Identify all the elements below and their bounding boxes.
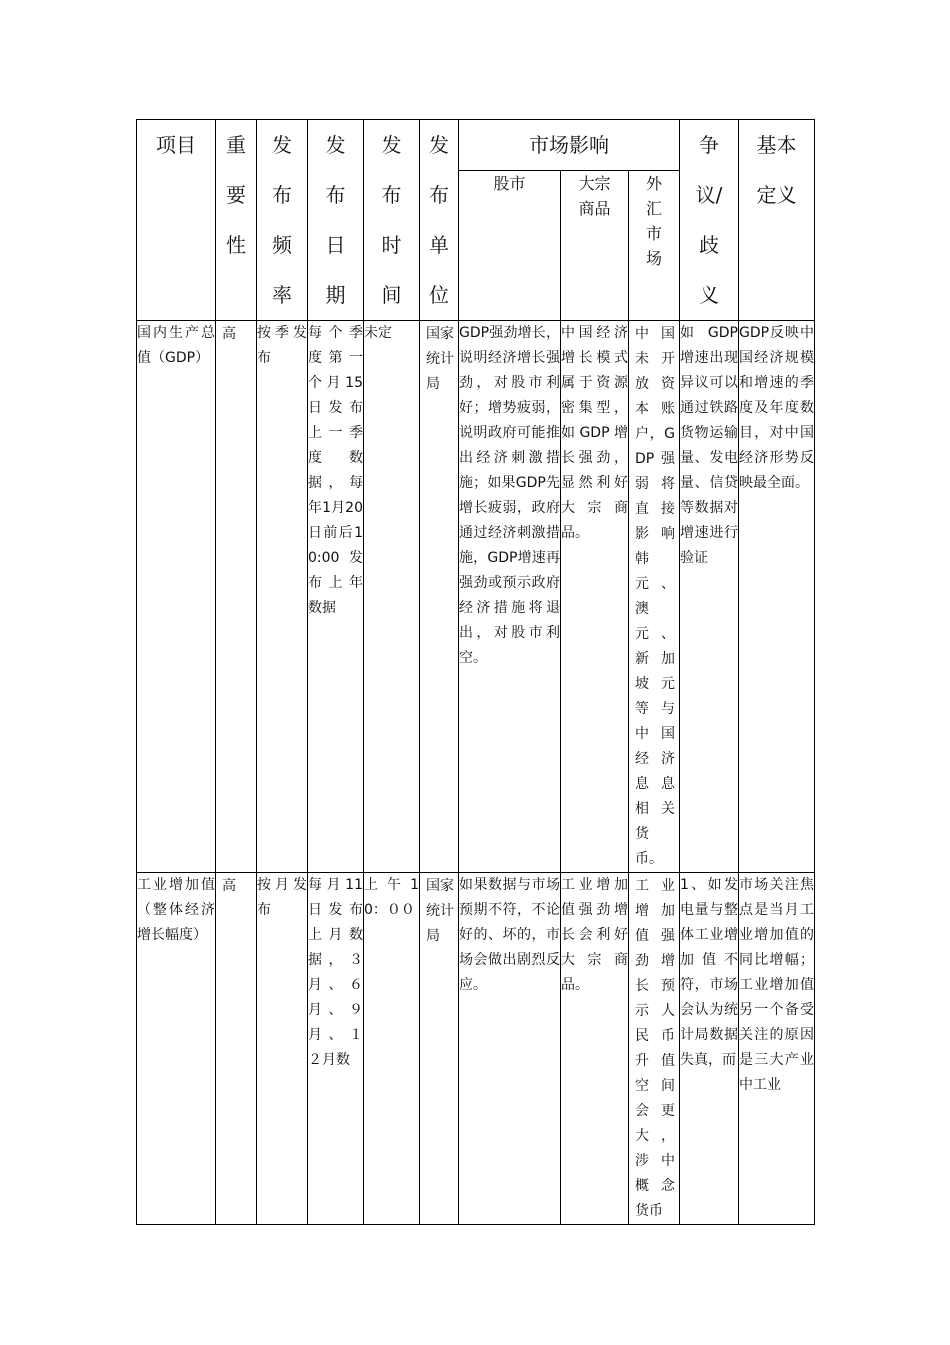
- header-char: 要: [226, 183, 246, 207]
- cell-commodity: 中国经济增长模式属于资源密集型，如GDP增长强劲，显然利好大宗商品。: [561, 321, 629, 873]
- header-char: 议/: [695, 183, 723, 207]
- cell-commodity: 工业增加值强劲增长会利好大宗商品。: [561, 873, 629, 1225]
- cell-importance: 高: [216, 321, 257, 873]
- header-release-date: [308, 120, 364, 321]
- header-char: 布: [325, 183, 346, 207]
- header-stock: [459, 171, 561, 321]
- cell-release-date: 每个季度第一个月15日发布上一季度数据，每年1月20日前后10:00发布上年数据: [308, 321, 364, 873]
- header-frequency: [257, 120, 308, 321]
- header-char: 间: [381, 283, 402, 307]
- header-char: 定义: [756, 183, 797, 207]
- cell-definition: GDP反映中国经济规模和增速的季度及年度数目，对中国经济形势反映最全面。: [739, 321, 815, 873]
- cell-publisher: 国家统计局: [420, 321, 459, 873]
- cell-importance: 高: [216, 873, 257, 1225]
- header-char: 位: [429, 283, 449, 307]
- header-dispute: [680, 120, 739, 321]
- cell-forex: 中国未开放资本账户，GDP强弱将直接影响韩元、澳元、新加坡元等与中国经济息息相关货币。: [629, 321, 680, 873]
- header-char: 发: [325, 133, 346, 157]
- cell-item: 国内生产总值（GDP）: [137, 321, 216, 873]
- header-char: 性: [226, 233, 246, 257]
- header-char: 商品: [578, 199, 611, 218]
- cell-publisher: 国家统计局: [420, 873, 459, 1225]
- header-char: 重: [226, 133, 246, 157]
- cell-frequency: 按季发布: [257, 321, 308, 873]
- economic-indicators-table: [136, 119, 815, 1225]
- cell-release-date: 每月11日发布上月数据，３月、６月、９月、１２月数: [308, 873, 364, 1225]
- header-char: 争: [699, 133, 719, 157]
- header-market-impact: [459, 120, 680, 171]
- header-char: 发: [381, 133, 402, 157]
- header-stock-label: 股市: [493, 174, 526, 193]
- header-char: 时: [381, 233, 402, 257]
- cell-stock: GDP强劲增长，说明经济增长强劲，对股市利好；增势疲弱，说明政府可能推出经济刺激措施；如果GDP先增长疲弱，政府通过经济刺激措施，GDP增速再强劲或预示政府经济措施将退出，对股市利空。: [459, 321, 561, 873]
- header-row: [137, 120, 815, 171]
- header-char: 汇: [645, 199, 662, 218]
- header-importance: [216, 120, 257, 321]
- header-char: 场: [645, 249, 662, 268]
- cell-release-time: 上午10：００: [364, 873, 420, 1225]
- header-char: 基本: [756, 133, 797, 157]
- table-row: [137, 321, 815, 873]
- cell-dispute: 如GDP增速出现异议可以通过铁路货物运输量、发电量、信贷等数据对增速进行验证: [680, 321, 739, 873]
- cell-definition: 市场关注焦点是当月工业增加值的同比增幅；工业增加值另一个备受关注的原因是三大产业中工业: [739, 873, 815, 1225]
- header-char: 布: [429, 183, 449, 207]
- header-item: [137, 120, 216, 321]
- cell-stock: 如果数据与市场预期不符，不论好的、坏的，市场会做出剧烈反应。: [459, 873, 561, 1225]
- header-char: 外: [645, 174, 662, 193]
- header-char: 频: [272, 233, 292, 257]
- header-item-label: 项目: [156, 133, 196, 157]
- header-char: 期: [325, 283, 346, 307]
- header-forex: [629, 171, 680, 321]
- header-char: 布: [272, 183, 292, 207]
- cell-item: 工业增加值（整体经济增长幅度）: [137, 873, 216, 1225]
- header-release-time: [364, 120, 420, 321]
- header-char: 率: [272, 283, 292, 307]
- header-char: 歧: [699, 233, 719, 257]
- cell-dispute: 1、如发电量与整体工业增加值不符，市场会认为统计局数据失真，而: [680, 873, 739, 1225]
- cell-release-time: 未定: [364, 321, 420, 873]
- header-char: 单: [429, 233, 449, 257]
- header-char: 义: [699, 283, 719, 307]
- header-char: 市: [645, 224, 662, 243]
- header-char: 日: [325, 233, 346, 257]
- header-char: 布: [381, 183, 402, 207]
- header-publisher: [420, 120, 459, 321]
- header-char: 发: [272, 133, 292, 157]
- table-row: [137, 873, 815, 1225]
- header-commodity: [561, 171, 629, 321]
- header-char: 发: [429, 133, 449, 157]
- cell-forex: 工业增加值强劲增长预示人民币升值空间会更大，涉中概念货币: [629, 873, 680, 1225]
- cell-frequency: 按月发布: [257, 873, 308, 1225]
- header-market-impact-label: 市场影响: [529, 133, 609, 157]
- header-char: 大宗: [578, 174, 611, 193]
- header-definition: [739, 120, 815, 321]
